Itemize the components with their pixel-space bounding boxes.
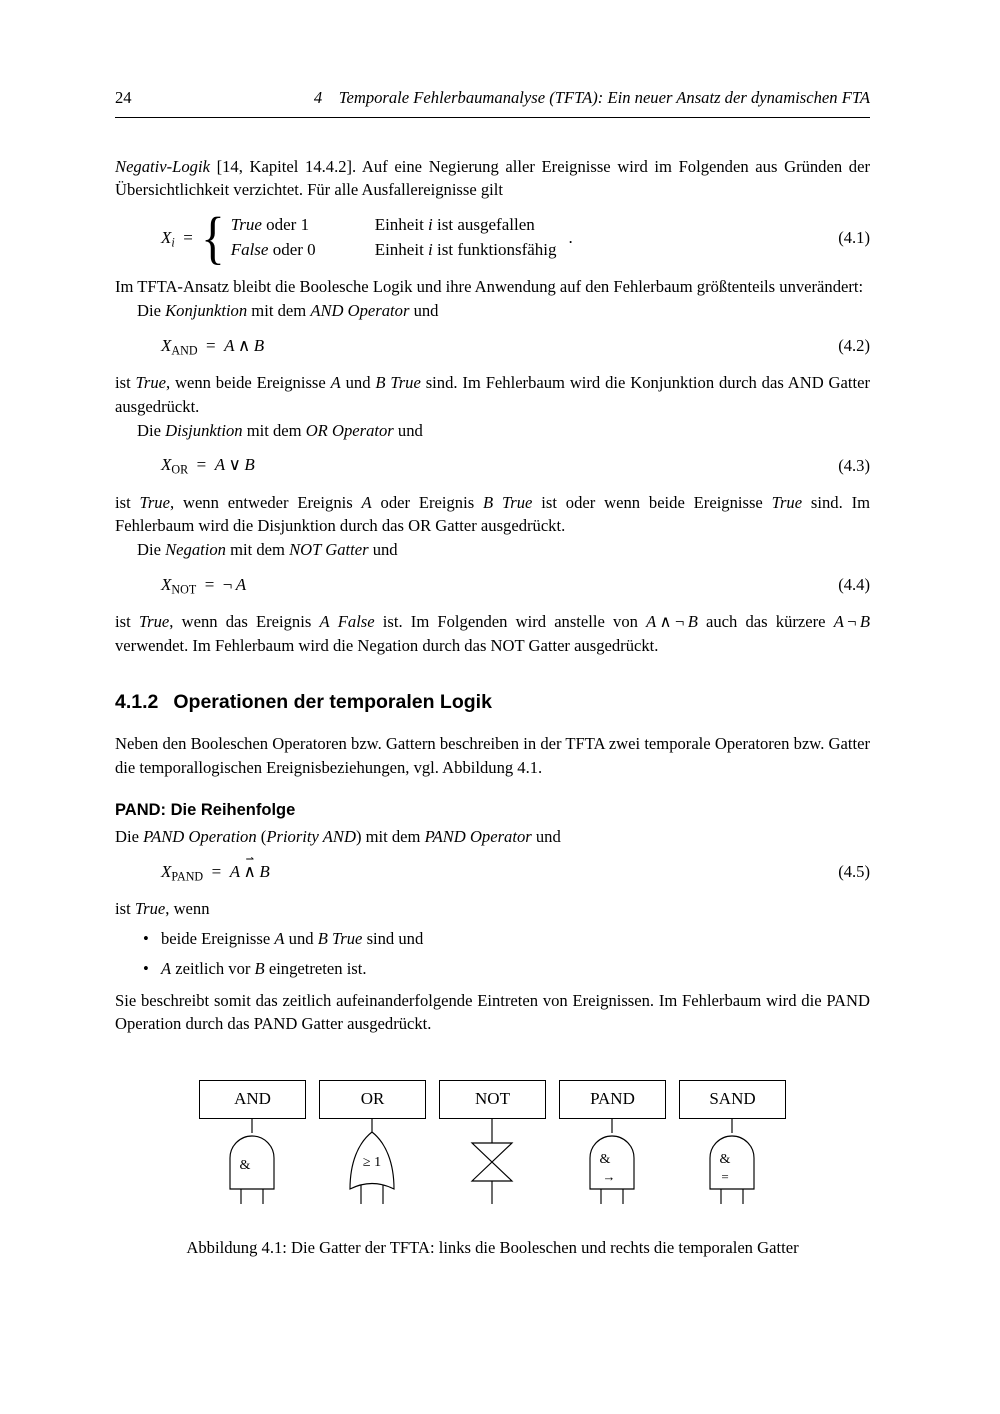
header-rule: [115, 117, 870, 118]
bullet-list: [115, 927, 870, 980]
and-gate-body: [230, 1136, 274, 1189]
sand-gate-symbol: &: [719, 1152, 731, 1168]
pand-sequence-arrow: →: [602, 1169, 616, 1185]
equation-4-4: [115, 573, 870, 597]
case-description: Einheit i ist ausgefallen: [374, 215, 535, 235]
running-title: 4 Temporale Fehlerbaumanalyse (TFTA): Ein neuer Ansatz der dynamischen FTA: [313, 88, 870, 107]
gate-column-and: [199, 1080, 306, 1209]
and-gate-icon: [199, 1119, 306, 1209]
equation-number: (4.4): [838, 575, 870, 595]
cases-table: [231, 213, 557, 262]
equation-number: (4.1): [838, 227, 870, 247]
gate-column-sand: [679, 1080, 786, 1209]
gate-label-and: AND: [199, 1080, 306, 1119]
sand-simultaneous-mark: =: [721, 1169, 729, 1185]
equation-4-2-body: $X_{AND}$ = A ∧ B: [161, 335, 265, 358]
gate-column-or: [319, 1080, 426, 1209]
not-gate-body: [472, 1143, 512, 1181]
paragraph-tfta-ansatz: Im TFTA-Ansatz bleibt die Boolesche Logik und ihre Anwendung auf den Fehlerbaum größtenteils unverändert:: [115, 277, 864, 297]
gate-label-pand: PAND: [559, 1080, 666, 1119]
equation-4-1-body: [161, 205, 573, 271]
paragraph-or: ist True, wenn entweder Ereignis A oder Ereignis B True ist oder wenn beide Ereignisse True sind. Im Fehlerbaum wird die Disjunktion durch das OR Gatter ausgedrückt.: [115, 492, 871, 536]
equation-4-3: [115, 453, 870, 477]
equation-4-5: [115, 854, 870, 884]
gate-column-not: [439, 1080, 546, 1209]
and-gate-symbol: &: [239, 1158, 251, 1174]
bullet-item: • beide Ereignisse A und B True sind und: [115, 927, 870, 951]
pand-gate-icon: [559, 1119, 666, 1209]
equation-4-3-body: $X_{OR}$ = A ∨ B: [161, 455, 255, 477]
paragraph-pand-close: Sie beschreibt somit das zeitlich aufeinanderfolgende Eintreten von Ereignissen. Im Fehlerbaum wird die PAND Operation durch das PAND Gatter ausgedrückt.: [115, 990, 870, 1034]
section-title: Operationen der temporalen Logik: [173, 690, 492, 713]
figure-caption: Abbildung 4.1: Die Gatter der TFTA: links die Booleschen und rechts die temporalen Gatter: [186, 1238, 799, 1258]
page-header: [115, 86, 870, 110]
paragraph-not: ist True, wenn das Ereignis A False ist. Im Folgenden wird anstelle von A ∧ ¬ B auch das kürzere A ¬ B verwendet. Im Fehlerbaum wird die Negation durch das NOT Gatter ausgedrückt.: [115, 612, 870, 655]
bullet-item: • A zeitlich vor B eingetreten ist.: [115, 957, 870, 981]
gates-row: [115, 1080, 870, 1209]
paragraph-negativ-logik: Negativ-Logik [14, Kapitel 14.4.2]. Auf eine Negierung aller Ereignisse wird im Folgenden aus Gründen der Übersichtlichkeit verzichtet. Für alle Ausfallereignisse gilt: [115, 156, 870, 200]
equation-4-5-body: $X_{PAND}$ = A ⇀ ∧ B: [161, 854, 270, 884]
figure-4-1: [115, 1080, 870, 1260]
equation-lhs: $X_i$ =: [161, 227, 193, 250]
case-description: Einheit i ist funktionsfähig: [374, 239, 557, 259]
section-heading-4-1-2: [115, 689, 870, 717]
paragraph-and: ist True, wenn beide Ereignisse A und B True sind. Im Fehlerbaum wird die Konjunktion durch das AND Gatter ausgedrückt.: [115, 373, 871, 416]
or-gate-icon: [319, 1119, 426, 1209]
gate-label-not: NOT: [439, 1080, 546, 1119]
paragraph-konjunktion: Die Konjunktion mit dem AND Operator und: [137, 301, 439, 321]
gate-label-sand: SAND: [679, 1080, 786, 1119]
section-number: 4.1.2: [115, 690, 159, 713]
sand-gate-body: [710, 1136, 754, 1189]
case-value: False oder 0: [230, 239, 316, 259]
not-gate-icon: [439, 1119, 546, 1209]
case-value: True oder 1: [230, 215, 310, 235]
equation-number: (4.5): [838, 862, 870, 882]
paragraph-section-intro: Neben den Booleschen Operatoren bzw. Gattern beschreiben in der TFTA zwei temporale Operatoren bzw. Gatter die temporallogischen Ereignisbeziehungen, vgl. Abbildung 4.1.: [115, 734, 870, 778]
equation-4-1: [115, 205, 870, 271]
paragraph-disjunktion: Die Disjunktion mit dem OR Operator und: [137, 420, 423, 440]
or-gate-symbol: ≥ 1: [362, 1155, 382, 1171]
pand-heading: PAND: Die Reihenfolge: [115, 800, 296, 819]
gate-label-or: OR: [319, 1080, 426, 1119]
equation-4-4-body: $X_{NOT}$ = ¬ A: [161, 574, 247, 597]
equation-period: .: [568, 227, 573, 247]
paragraph-negation: Die Negation mit dem NOT Gatter und: [137, 540, 398, 560]
pand-gate-symbol: &: [599, 1152, 611, 1168]
cases-brace: {: [200, 205, 225, 271]
equation-number: (4.3): [838, 455, 870, 475]
equation-number: (4.2): [838, 336, 870, 356]
gate-column-pand: [559, 1080, 666, 1209]
page-number: 24: [115, 88, 132, 107]
body-text: [115, 155, 870, 1260]
paragraph-pand-operation: Die PAND Operation (Priority AND) mit dem PAND Operator und: [115, 827, 561, 847]
paragraph-ist-true: ist True, wenn: [115, 899, 210, 919]
equation-4-2: [115, 334, 870, 358]
sand-gate-icon: [679, 1119, 786, 1209]
